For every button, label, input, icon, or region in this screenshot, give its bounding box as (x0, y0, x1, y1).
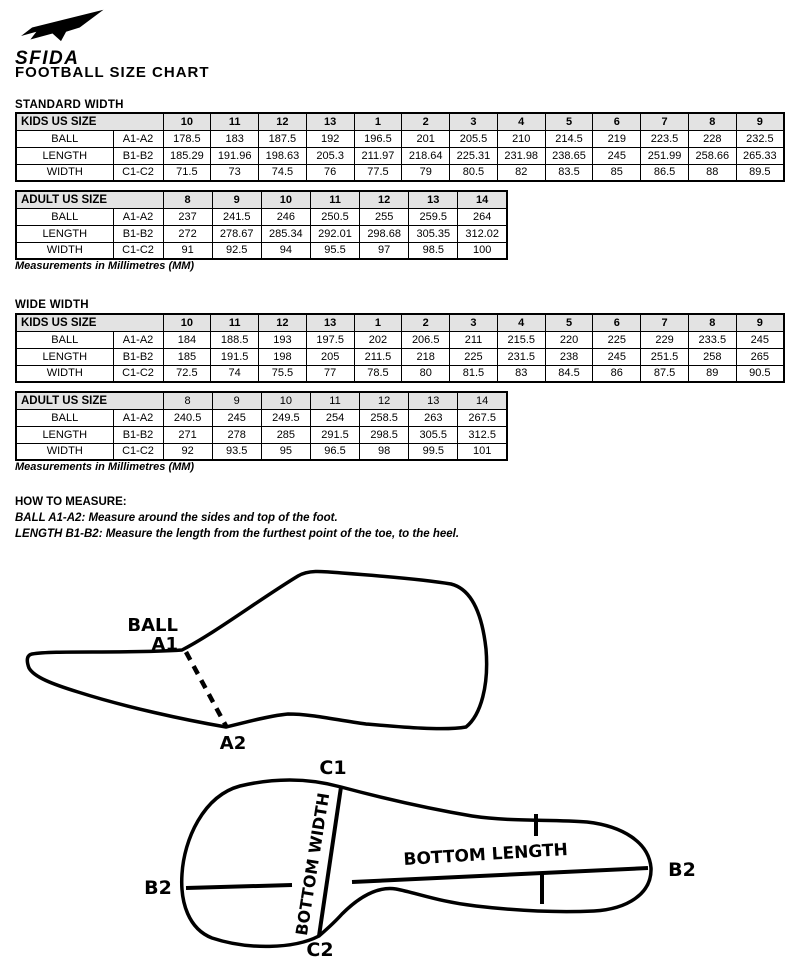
measure-value: 95 (261, 443, 310, 460)
measure-row (16, 208, 507, 225)
size-col-header: 13 (409, 191, 458, 208)
size-col-header: 12 (360, 392, 409, 409)
measure-value: 246 (261, 208, 310, 225)
measure-value: 92.5 (212, 242, 261, 259)
measure-value: 205.3 (306, 147, 354, 164)
measure-value: 79 (402, 164, 450, 181)
size-col-header: 12 (360, 191, 409, 208)
measure-label: BALL (16, 409, 113, 426)
measure-value: 86 (593, 365, 641, 382)
measure-value: 96.5 (310, 443, 359, 460)
foot-sole-diagram (90, 740, 710, 958)
measure-value: 245 (736, 331, 784, 348)
size-col-header: 13 (409, 392, 458, 409)
measure-value: 265.33 (736, 147, 784, 164)
measure-value: 87.5 (641, 365, 689, 382)
measure-value: 178.5 (163, 130, 211, 147)
measure-value: 100 (458, 242, 507, 259)
brand-wordmark: SFIDA (15, 48, 80, 69)
brand-logo (15, 8, 125, 70)
size-col-header: 1 (354, 113, 402, 130)
swoosh-shape (21, 10, 103, 41)
measure-value: 83 (497, 365, 545, 382)
measure-value: 265 (736, 348, 784, 365)
measure-value: 206.5 (402, 331, 450, 348)
measure-value: 198 (259, 348, 307, 365)
standard-footnote: Measurements in Millimetres (MM) (15, 260, 195, 272)
measure-value: 94 (261, 242, 310, 259)
measure-value: 210 (497, 130, 545, 147)
measure-value: 197.5 (306, 331, 354, 348)
measure-code: B1-B2 (113, 348, 163, 365)
measure-value: 71.5 (163, 164, 211, 181)
measure-value: 263 (409, 409, 458, 426)
measure-value: 258.5 (360, 409, 409, 426)
measure-code: C1-C2 (113, 365, 163, 382)
size-col-header: 6 (593, 314, 641, 331)
measure-value: 78.5 (354, 365, 402, 382)
size-col-header: 9 (212, 191, 261, 208)
measure-row (16, 365, 784, 382)
measure-value: 251.99 (641, 147, 689, 164)
measure-value: 211.5 (354, 348, 402, 365)
size-header-row (16, 113, 784, 130)
measure-value: 74.5 (259, 164, 307, 181)
wide-kids-size-table (15, 313, 785, 383)
measure-value: 198.63 (259, 147, 307, 164)
measure-value: 237 (163, 208, 212, 225)
measure-value: 191.96 (211, 147, 259, 164)
measure-value: 254 (310, 409, 359, 426)
size-group-label: ADULT US SIZE (16, 392, 163, 409)
measure-value: 233.5 (688, 331, 736, 348)
measure-value: 240.5 (163, 409, 212, 426)
size-col-header: 11 (310, 392, 359, 409)
wide-footnote: Measurements in Millimetres (MM) (15, 461, 195, 473)
measure-value: 99.5 (409, 443, 458, 460)
size-col-header: 9 (736, 314, 784, 331)
measure-value: 225.31 (450, 147, 498, 164)
measure-value: 81.5 (450, 365, 498, 382)
measure-label: LENGTH (16, 426, 113, 443)
measure-code: B1-B2 (113, 147, 163, 164)
measure-code: C1-C2 (113, 242, 163, 259)
measure-row (16, 348, 784, 365)
size-col-header: 7 (641, 314, 689, 331)
measure-value: 229 (641, 331, 689, 348)
measure-code: B1-B2 (113, 426, 163, 443)
how-to-measure-ball-line: BALL A1-A2: Measure around the sides and top of the foot. (15, 512, 338, 524)
measure-value: 258 (688, 348, 736, 365)
measure-value: 251.5 (641, 348, 689, 365)
size-col-header: 8 (163, 191, 212, 208)
standard-kids-size-table (15, 112, 785, 182)
measure-value: 278.67 (212, 225, 261, 242)
size-col-header: 9 (212, 392, 261, 409)
measure-value: 218.64 (402, 147, 450, 164)
measure-code: A1-A2 (113, 409, 163, 426)
measure-value: 249.5 (261, 409, 310, 426)
measure-label: BALL (16, 208, 113, 225)
measure-label: WIDTH (16, 242, 113, 259)
measure-value: 201 (402, 130, 450, 147)
measure-value: 258.66 (688, 147, 736, 164)
measure-value: 187.5 (259, 130, 307, 147)
size-col-header: 4 (497, 113, 545, 130)
measure-value: 292.01 (310, 225, 359, 242)
measure-value: 80 (402, 365, 450, 382)
measure-value: 80.5 (450, 164, 498, 181)
measure-value: 192 (306, 130, 354, 147)
measure-value: 76 (306, 164, 354, 181)
c1-label: C1 (319, 757, 347, 779)
measure-value: 285 (261, 426, 310, 443)
measure-value: 238 (545, 348, 593, 365)
foot-profile-diagram (20, 557, 500, 762)
size-col-header: 13 (306, 113, 354, 130)
measure-value: 285.34 (261, 225, 310, 242)
measure-code: A1-A2 (113, 130, 163, 147)
section-label-wide-width: WIDE WIDTH (15, 299, 89, 311)
size-col-header: 14 (458, 191, 507, 208)
measure-value: 77.5 (354, 164, 402, 181)
measure-value: 211 (450, 331, 498, 348)
measure-value: 75.5 (259, 365, 307, 382)
size-col-header: 14 (458, 392, 507, 409)
measure-value: 278 (212, 426, 261, 443)
measure-value: 231.5 (497, 348, 545, 365)
measure-label: LENGTH (16, 147, 113, 164)
wide-adult-size-table (15, 391, 508, 461)
measure-value: 271 (163, 426, 212, 443)
size-col-header: 12 (259, 113, 307, 130)
bottom-length-line-left (186, 885, 292, 888)
measure-value: 245 (593, 348, 641, 365)
measure-value: 298.68 (360, 225, 409, 242)
measure-value: 259.5 (409, 208, 458, 225)
measure-value: 305.5 (409, 426, 458, 443)
measure-value: 185 (163, 348, 211, 365)
measure-value: 214.5 (545, 130, 593, 147)
measure-row (16, 426, 507, 443)
measure-value: 231.98 (497, 147, 545, 164)
measure-value: 202 (354, 331, 402, 348)
measure-value: 82 (497, 164, 545, 181)
a2-label: A2 (219, 733, 247, 754)
measure-value: 193 (259, 331, 307, 348)
b2-left-label: B2 (144, 877, 172, 899)
measure-value: 228 (688, 130, 736, 147)
ball-measure-dashed-line (186, 652, 226, 726)
measure-code: A1-A2 (113, 331, 163, 348)
measure-value: 220 (545, 331, 593, 348)
measure-value: 272 (163, 225, 212, 242)
measure-value: 196.5 (354, 130, 402, 147)
measure-value: 305.35 (409, 225, 458, 242)
measure-row (16, 409, 507, 426)
measure-label: WIDTH (16, 365, 113, 382)
page-title: FOOTBALL SIZE CHART (15, 64, 210, 81)
bottom-length-label: BOTTOM LENGTH (403, 840, 569, 871)
bottom-length-line-right (352, 868, 648, 882)
size-header-row (16, 392, 507, 409)
size-col-header: 2 (402, 314, 450, 331)
size-col-header: 10 (261, 191, 310, 208)
size-col-header: 3 (450, 314, 498, 331)
section-label-standard-width: STANDARD WIDTH (15, 99, 124, 111)
measure-value: 185.29 (163, 147, 211, 164)
measure-value: 74 (211, 365, 259, 382)
size-col-header: 3 (450, 113, 498, 130)
measure-value: 219 (593, 130, 641, 147)
size-col-header: 5 (545, 113, 593, 130)
size-group-label: KIDS US SIZE (16, 113, 163, 130)
measure-value: 267.5 (458, 409, 507, 426)
measure-value: 86.5 (641, 164, 689, 181)
size-col-header: 8 (163, 392, 212, 409)
measure-value: 89 (688, 365, 736, 382)
c2-label: C2 (306, 939, 334, 958)
measure-value: 223.5 (641, 130, 689, 147)
measure-value: 245 (212, 409, 261, 426)
size-col-header: 11 (211, 314, 259, 331)
size-col-header: 11 (211, 113, 259, 130)
measure-value: 95.5 (310, 242, 359, 259)
measure-value: 85 (593, 164, 641, 181)
measure-value: 101 (458, 443, 507, 460)
measure-value: 89.5 (736, 164, 784, 181)
measure-row (16, 225, 507, 242)
measure-row (16, 164, 784, 181)
measure-row (16, 443, 507, 460)
measure-value: 92 (163, 443, 212, 460)
measure-value: 211.97 (354, 147, 402, 164)
size-col-header: 2 (402, 113, 450, 130)
measure-value: 291.5 (310, 426, 359, 443)
measure-value: 250.5 (310, 208, 359, 225)
measure-value: 312.5 (458, 426, 507, 443)
measure-value: 298.5 (360, 426, 409, 443)
measure-code: B1-B2 (113, 225, 163, 242)
size-col-header: 13 (306, 314, 354, 331)
size-header-row (16, 314, 784, 331)
bottom-width-label: BOTTOM WIDTH (291, 791, 334, 937)
size-header-row (16, 191, 507, 208)
measure-value: 77 (306, 365, 354, 382)
measure-value: 264 (458, 208, 507, 225)
foot-outline (27, 571, 486, 728)
measure-code: A1-A2 (113, 208, 163, 225)
size-col-header: 6 (593, 113, 641, 130)
how-to-measure-title: HOW TO MEASURE: (15, 496, 127, 508)
standard-adult-size-table (15, 190, 508, 260)
measure-row (16, 331, 784, 348)
size-group-label: ADULT US SIZE (16, 191, 163, 208)
size-col-header: 8 (688, 314, 736, 331)
a1-label: A1 (151, 634, 178, 655)
measure-value: 183 (211, 130, 259, 147)
measure-value: 225 (450, 348, 498, 365)
ball-label: BALL (127, 615, 178, 636)
sfida-swoosh-icon (15, 8, 107, 42)
measure-value: 73 (211, 164, 259, 181)
size-col-header: 9 (736, 113, 784, 130)
measure-value: 84.5 (545, 365, 593, 382)
measure-code: C1-C2 (113, 164, 163, 181)
measure-value: 97 (360, 242, 409, 259)
size-col-header: 4 (497, 314, 545, 331)
measure-value: 72.5 (163, 365, 211, 382)
size-col-header: 12 (259, 314, 307, 331)
measure-value: 184 (163, 331, 211, 348)
measure-label: LENGTH (16, 348, 113, 365)
measure-value: 241.5 (212, 208, 261, 225)
measure-value: 91 (163, 242, 212, 259)
measure-value: 205 (306, 348, 354, 365)
measure-value: 98.5 (409, 242, 458, 259)
measure-value: 98 (360, 443, 409, 460)
size-col-header: 7 (641, 113, 689, 130)
measure-value: 191.5 (211, 348, 259, 365)
measure-value: 188.5 (211, 331, 259, 348)
measure-value: 83.5 (545, 164, 593, 181)
b2-right-label: B2 (668, 859, 696, 881)
how-to-measure-length-line: LENGTH B1-B2: Measure the length from the furthest point of the toe, to the heel. (15, 528, 460, 540)
size-col-header: 5 (545, 314, 593, 331)
measure-value: 205.5 (450, 130, 498, 147)
size-col-header: 10 (163, 314, 211, 331)
measure-label: WIDTH (16, 443, 113, 460)
size-col-header: 10 (261, 392, 310, 409)
size-col-header: 1 (354, 314, 402, 331)
measure-label: LENGTH (16, 225, 113, 242)
measure-value: 93.5 (212, 443, 261, 460)
measure-label: BALL (16, 130, 113, 147)
measure-value: 238.65 (545, 147, 593, 164)
measure-row (16, 147, 784, 164)
measure-row (16, 130, 784, 147)
size-col-header: 10 (163, 113, 211, 130)
measure-value: 88 (688, 164, 736, 181)
size-col-header: 8 (688, 113, 736, 130)
measure-value: 232.5 (736, 130, 784, 147)
measure-label: WIDTH (16, 164, 113, 181)
measure-value: 255 (360, 208, 409, 225)
measure-value: 225 (593, 331, 641, 348)
measure-value: 312.02 (458, 225, 507, 242)
measure-row (16, 242, 507, 259)
measure-value: 245 (593, 147, 641, 164)
measure-code: C1-C2 (113, 443, 163, 460)
how-to-measure-block (15, 494, 615, 542)
measure-value: 215.5 (497, 331, 545, 348)
size-group-label: KIDS US SIZE (16, 314, 163, 331)
measure-label: BALL (16, 331, 113, 348)
size-col-header: 11 (310, 191, 359, 208)
measure-value: 90.5 (736, 365, 784, 382)
measure-value: 218 (402, 348, 450, 365)
